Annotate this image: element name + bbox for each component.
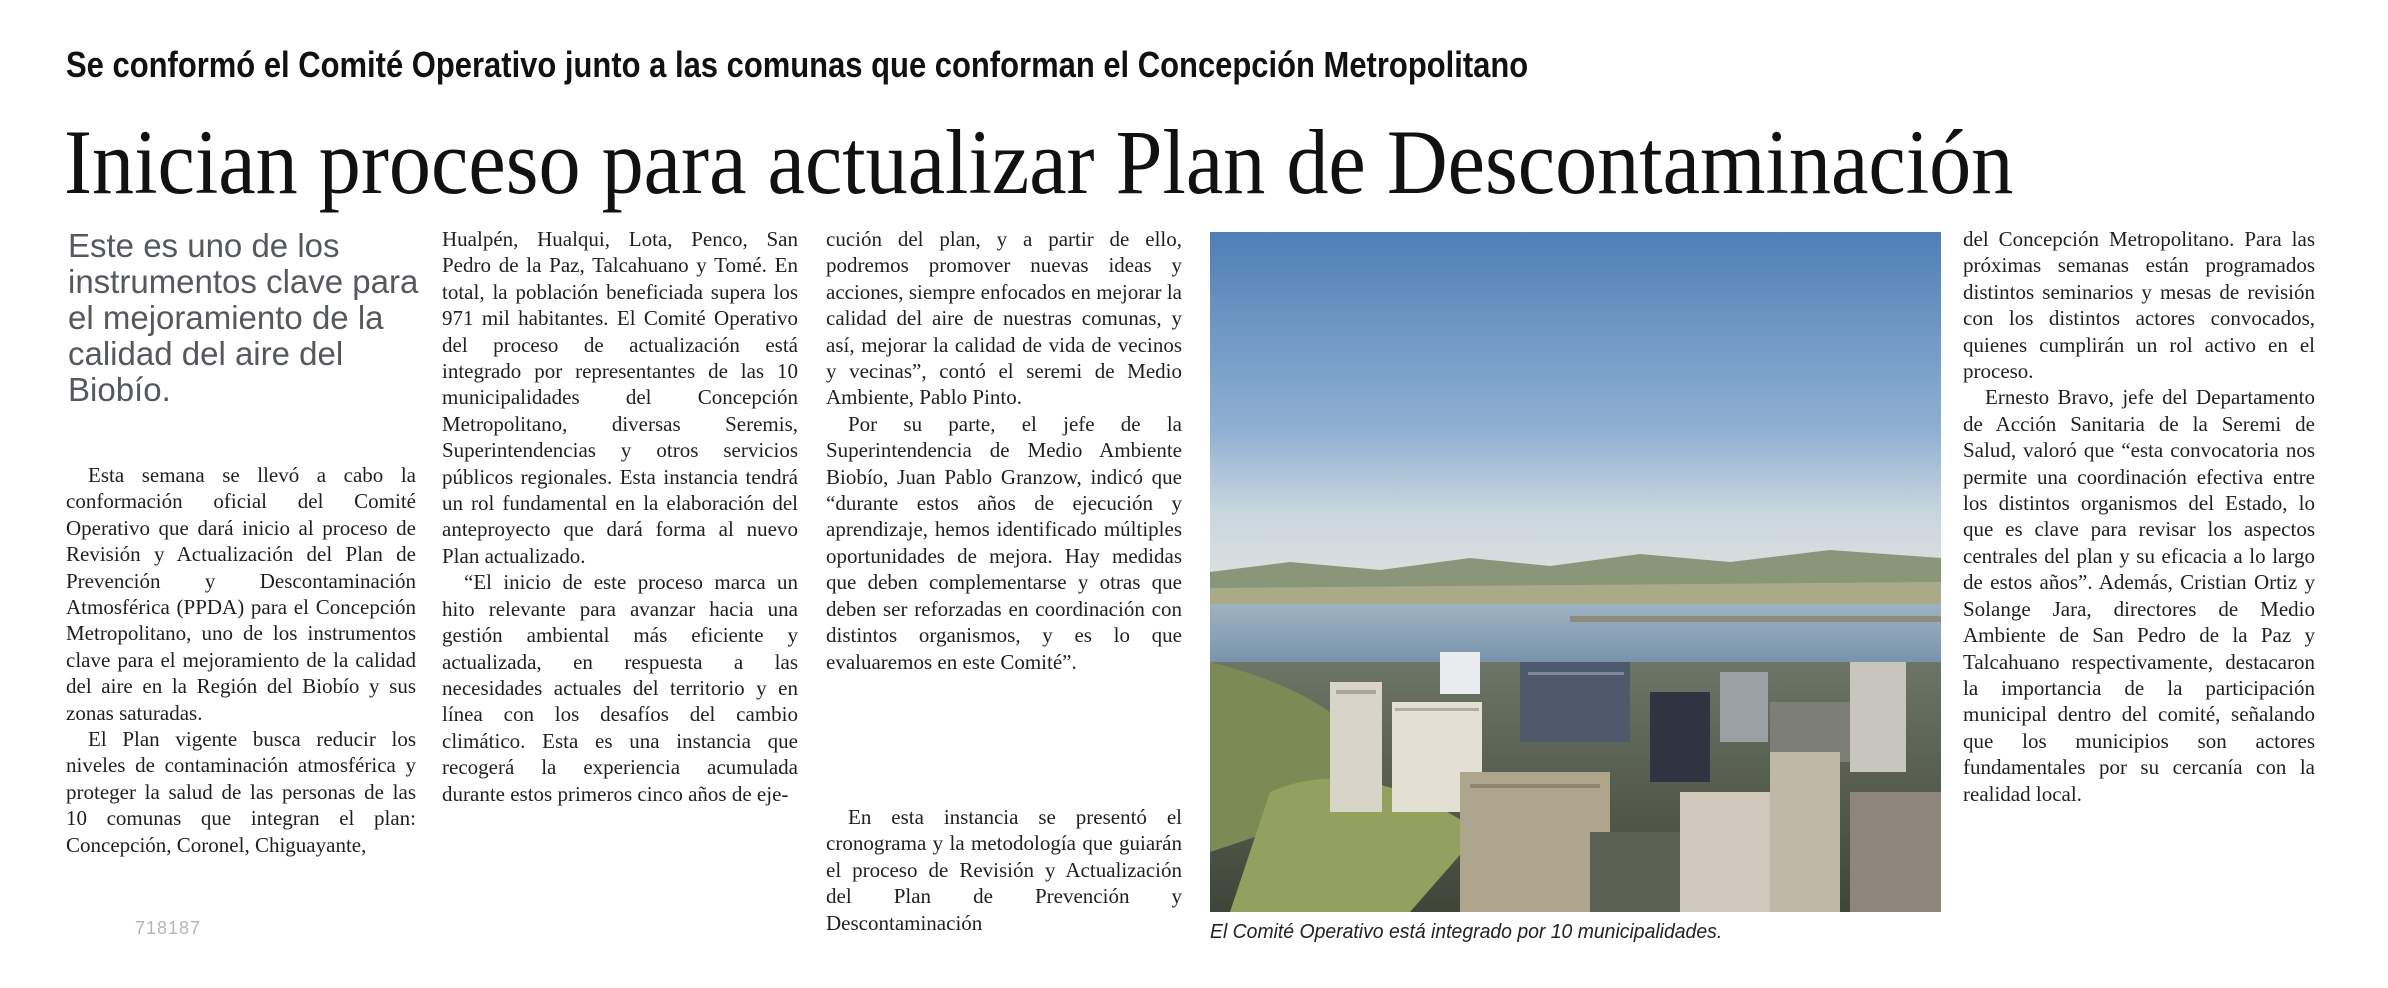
article-deck: Este es uno de los instrumentos clave para el mejoramiento de la calidad del aire del Biobío. <box>68 227 419 408</box>
paragraph: del Concepción Metropolitano. Para las próximas semanas están programados distintos seminarios y mesas de revisión con los distintos actores convocados, quienes cumplirán un rol activo en el proceso. <box>1963 227 2315 384</box>
paragraph: Esta semana se llevó a cabo la conformación oficial del Comité Operativo que dará inicio al proceso de Revisión y Actualización del Plan de Prevención y Descontaminación Atmosférica (PPDA) para el Concepción Metropolitano, uno de los instrumentos clave para el mejoramiento de la calidad del aire en la Región del Biobío y sus zonas saturadas. <box>66 463 416 725</box>
city-aerial-photo <box>1210 232 1941 912</box>
paragraph: “El inicio de este proceso marca un hito relevante para avanzar hacia una gestión ambiental más eficiente y actualizada, en respuesta a las necesidades actuales del territorio y en línea con los desafíos del cambio climático. Esta es una instancia que recogerá la experiencia acumulada durante estos primeros cinco años de eje- <box>442 570 798 806</box>
article-headline: Inician proceso para actualizar Plan de Descontaminación <box>64 111 2014 213</box>
article-column-5 <box>1963 226 2315 807</box>
paragraph: En esta instancia se presentó el cronograma y la metodología que guiarán el proceso de Revisión y Actualización del Plan de Prevención y Descontaminación <box>826 805 1182 935</box>
article-column-1 <box>66 462 416 858</box>
photo-caption: El Comité Operativo está integrado por 10 municipalidades. <box>1210 921 1723 943</box>
article-column-2 <box>442 226 798 807</box>
article-column-3-continued <box>826 804 1182 936</box>
article-kicker: Se conformó el Comité Operativo junto a las comunas que conforman el Concepción Metropolitano <box>66 44 1529 85</box>
paragraph: Hualpén, Hualqui, Lota, Penco, San Pedro de la Paz, Talcahuano y Tomé. En total, la población beneficiada supera los 971 mil habitantes. El Comité Operativo del proceso de actualización está integrado por representantes de las 10 municipalidades del Concepción Metropolitano, diversas Seremis, Superintendencias y otros servicios públicos regionales. Esta instancia tendrá un rol fundamental en la elaboración del anteproyecto que dará forma al nuevo Plan actualizado. <box>442 227 798 568</box>
watermark: 718187 <box>135 918 202 938</box>
paragraph: Ernesto Bravo, jefe del Departamento de Acción Sanitaria de la Seremi de Salud, valoró que “esta convocatoria nos permite una coordinación efectiva entre los distintos organismos del Estado, lo que es clave para revisar los aspectos centrales del plan y su eficacia a lo largo de estos años”. Además, Cristian Ortiz y Solange Jara, directores de Medio Ambiente de San Pedro de la Paz y Talcahuano respectivamente, destacaron la importancia de la participación municipal dentro del comité, señalando que los municipios son actores fundamentales por su cercanía con la realidad local. <box>1963 385 2315 806</box>
paragraph: El Plan vigente busca reducir los niveles de contaminación atmosférica y proteger la salud de las personas de las 10 comunas que integran el plan: Concepción, Coronel, Chiguayante, <box>66 727 416 857</box>
paragraph: Por su parte, el jefe de la Superintendencia de Medio Ambiente Biobío, Juan Pablo Granzow, indicó que “durante estos años de ejecución y aprendizaje, hemos identificado múltiples oportunidades de mejora. Hay medidas que deben complementarse y otras que deben ser reforzadas en coordinación con distintos organismos, y es lo que evaluaremos en este Comité”. <box>826 411 1182 674</box>
article-column-3 <box>826 226 1182 675</box>
paragraph: cución del plan, y a partir de ello, podremos promover nuevas ideas y acciones, siempre enfocados en mejorar la calidad del aire de nuestras comunas, y así, mejorar la calidad de vida de vecinos y vecinas”, contó el seremi de Medio Ambiente, Pablo Pinto. <box>826 227 1182 410</box>
